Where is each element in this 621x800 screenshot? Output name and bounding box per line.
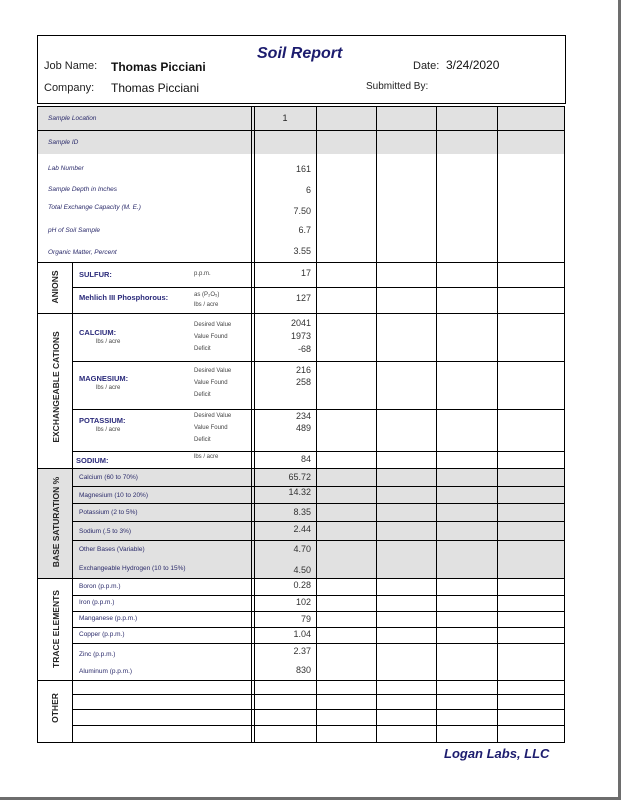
section-other-label: OTHER — [50, 693, 60, 723]
organic-matter-label: Organic Matter, Percent — [48, 249, 117, 256]
bs-calcium-value: 65.72 — [288, 472, 311, 482]
section-trace-elements-label: TRACE ELEMENTS — [51, 590, 61, 668]
rule — [376, 106, 377, 743]
bs-potassium-value: 8.35 — [293, 507, 311, 517]
potassium-deficit-label: Deficit — [194, 437, 211, 443]
sulfur-value: 17 — [300, 268, 311, 278]
rule — [564, 106, 565, 743]
rule — [72, 694, 565, 695]
potassium-desired-value: 234 — [295, 411, 311, 421]
ph-label: pH of Soil Sample — [48, 227, 101, 234]
rule — [72, 725, 565, 726]
sulfur-unit: p.p.m. — [194, 271, 211, 277]
ph-value: 6.7 — [298, 225, 311, 235]
rule — [37, 106, 38, 743]
potassium-found-value: 489 — [295, 423, 311, 433]
calcium-found-label: Value Found — [194, 334, 228, 340]
rule — [37, 742, 565, 743]
rule — [72, 709, 565, 710]
rule — [316, 106, 317, 743]
company-label: Company: — [44, 82, 95, 94]
job-name-label: Job Name: — [44, 60, 98, 72]
calcium-deficit-value: -68 — [297, 344, 311, 354]
bs-hydrogen-value: 4.50 — [293, 565, 311, 575]
aluminum-label: Aluminum (p.p.m.) — [79, 668, 133, 675]
submitted-by-label: Submitted By: — [366, 81, 429, 92]
rule — [37, 313, 565, 314]
magnesium-found-label: Value Found — [194, 380, 228, 386]
rule — [37, 578, 565, 579]
organic-matter-value: 3.55 — [293, 246, 311, 256]
rule — [72, 486, 565, 487]
rule — [37, 106, 565, 107]
report-header — [37, 35, 566, 104]
rule — [72, 595, 565, 596]
calcium-desired-value: 2041 — [290, 318, 311, 328]
rule — [72, 540, 565, 541]
phosphorous-unit-lbs: lbs / acre — [194, 302, 219, 308]
rule — [72, 409, 565, 410]
sodium-value: 84 — [300, 454, 311, 464]
rule — [37, 680, 565, 681]
rule — [72, 611, 565, 612]
job-name-value: Thomas Picciani — [111, 60, 206, 74]
sulfur-label: SULFUR: — [79, 270, 112, 279]
rule — [72, 503, 565, 504]
magnesium-label: MAGNESIUM: — [79, 374, 129, 383]
bs-calcium-label: Calcium (60 to 70%) — [79, 474, 138, 481]
calcium-unit: lbs / acre — [96, 339, 121, 345]
section-cations-label: EXCHANGEABLE CATIONS — [51, 331, 61, 443]
report-title: Soil Report — [257, 45, 343, 62]
shade-base-saturation — [37, 468, 565, 578]
rule — [251, 106, 252, 743]
section-anions-label: ANIONS — [50, 270, 60, 304]
calcium-desired-label: Desired Value — [194, 322, 232, 328]
date-label: Date: — [413, 60, 440, 72]
aluminum-value: 830 — [295, 665, 311, 675]
sample-depth-label: Sample Depth in Inches — [48, 186, 118, 193]
phosphorous-value: 127 — [295, 293, 311, 303]
calcium-label: CALCIUM: — [79, 328, 117, 337]
rule — [72, 627, 565, 628]
rule — [436, 106, 437, 743]
rule — [72, 287, 565, 288]
magnesium-deficit-label: Deficit — [194, 392, 211, 398]
section-base-saturation-label: BASE SATURATION % — [51, 476, 61, 568]
copper-value: 1.04 — [293, 629, 311, 639]
rule — [72, 451, 565, 452]
rule — [37, 468, 565, 469]
boron-value: 0.28 — [293, 580, 311, 590]
iron-value: 102 — [295, 597, 311, 607]
zinc-label: Zinc (p.p.m.) — [79, 651, 116, 658]
rule — [37, 262, 565, 263]
magnesium-unit: lbs / acre — [96, 385, 121, 391]
tec-label: Total Exchange Capacity (M. E.) — [48, 204, 141, 211]
bs-other-bases-label: Other Bases (Variable) — [79, 546, 145, 553]
manganese-value: 79 — [300, 614, 311, 624]
lab-number-value: 161 — [295, 164, 311, 174]
lab-number-label: Lab Number — [48, 165, 84, 172]
potassium-label: POTASSIUM: — [79, 416, 126, 425]
rule — [72, 361, 565, 362]
rule — [37, 130, 565, 131]
potassium-unit: lbs / acre — [96, 427, 121, 433]
rule — [72, 643, 565, 644]
magnesium-found-value: 258 — [295, 377, 311, 387]
calcium-deficit-label: Deficit — [194, 346, 211, 352]
sample-location-label: Sample Location — [48, 115, 97, 122]
company-value: Thomas Picciani — [111, 81, 200, 95]
calcium-found-value: 1973 — [290, 331, 311, 341]
phosphorous-label: Mehlich III Phosphorous: — [79, 293, 169, 302]
bs-magnesium-label: Magnesium (10 to 20%) — [79, 492, 149, 499]
bs-potassium-label: Potassium (2 to 5%) — [79, 509, 138, 516]
potassium-found-label: Value Found — [194, 425, 228, 431]
tec-value: 7.50 — [293, 206, 311, 216]
rule — [497, 106, 498, 743]
magnesium-desired-label: Desired Value — [194, 368, 232, 374]
bs-other-bases-value: 4.70 — [293, 544, 311, 554]
iron-label: Iron (p.p.m.) — [79, 599, 115, 606]
boron-label: Boron (p.p.m.) — [79, 583, 121, 590]
sample-depth-value: 6 — [305, 185, 311, 195]
bs-sodium-label: Sodium (.5 to 3%) — [79, 528, 132, 535]
magnesium-desired-value: 216 — [295, 365, 311, 375]
sample-location-value: 1 — [282, 113, 288, 123]
footer-company: Logan Labs, LLC — [444, 746, 550, 761]
bs-hydrogen-label: Exchangeable Hydrogen (10 to 15%) — [79, 565, 186, 572]
potassium-desired-label: Desired Value — [194, 413, 232, 419]
bs-magnesium-value: 14.32 — [288, 487, 311, 497]
zinc-value: 2.37 — [293, 646, 311, 656]
bs-sodium-value: 2.44 — [293, 524, 311, 534]
sample-id-label: Sample ID — [48, 139, 79, 146]
manganese-label: Manganese (p.p.m.) — [79, 615, 138, 622]
copper-label: Copper (p.p.m.) — [79, 631, 125, 638]
phosphorous-unit-formula: as (P₂O₅) — [194, 292, 220, 298]
sodium-label: SODIUM: — [76, 456, 109, 465]
rule — [72, 521, 565, 522]
date-value: 3/24/2020 — [446, 58, 500, 72]
sodium-unit: lbs / acre — [194, 454, 219, 460]
